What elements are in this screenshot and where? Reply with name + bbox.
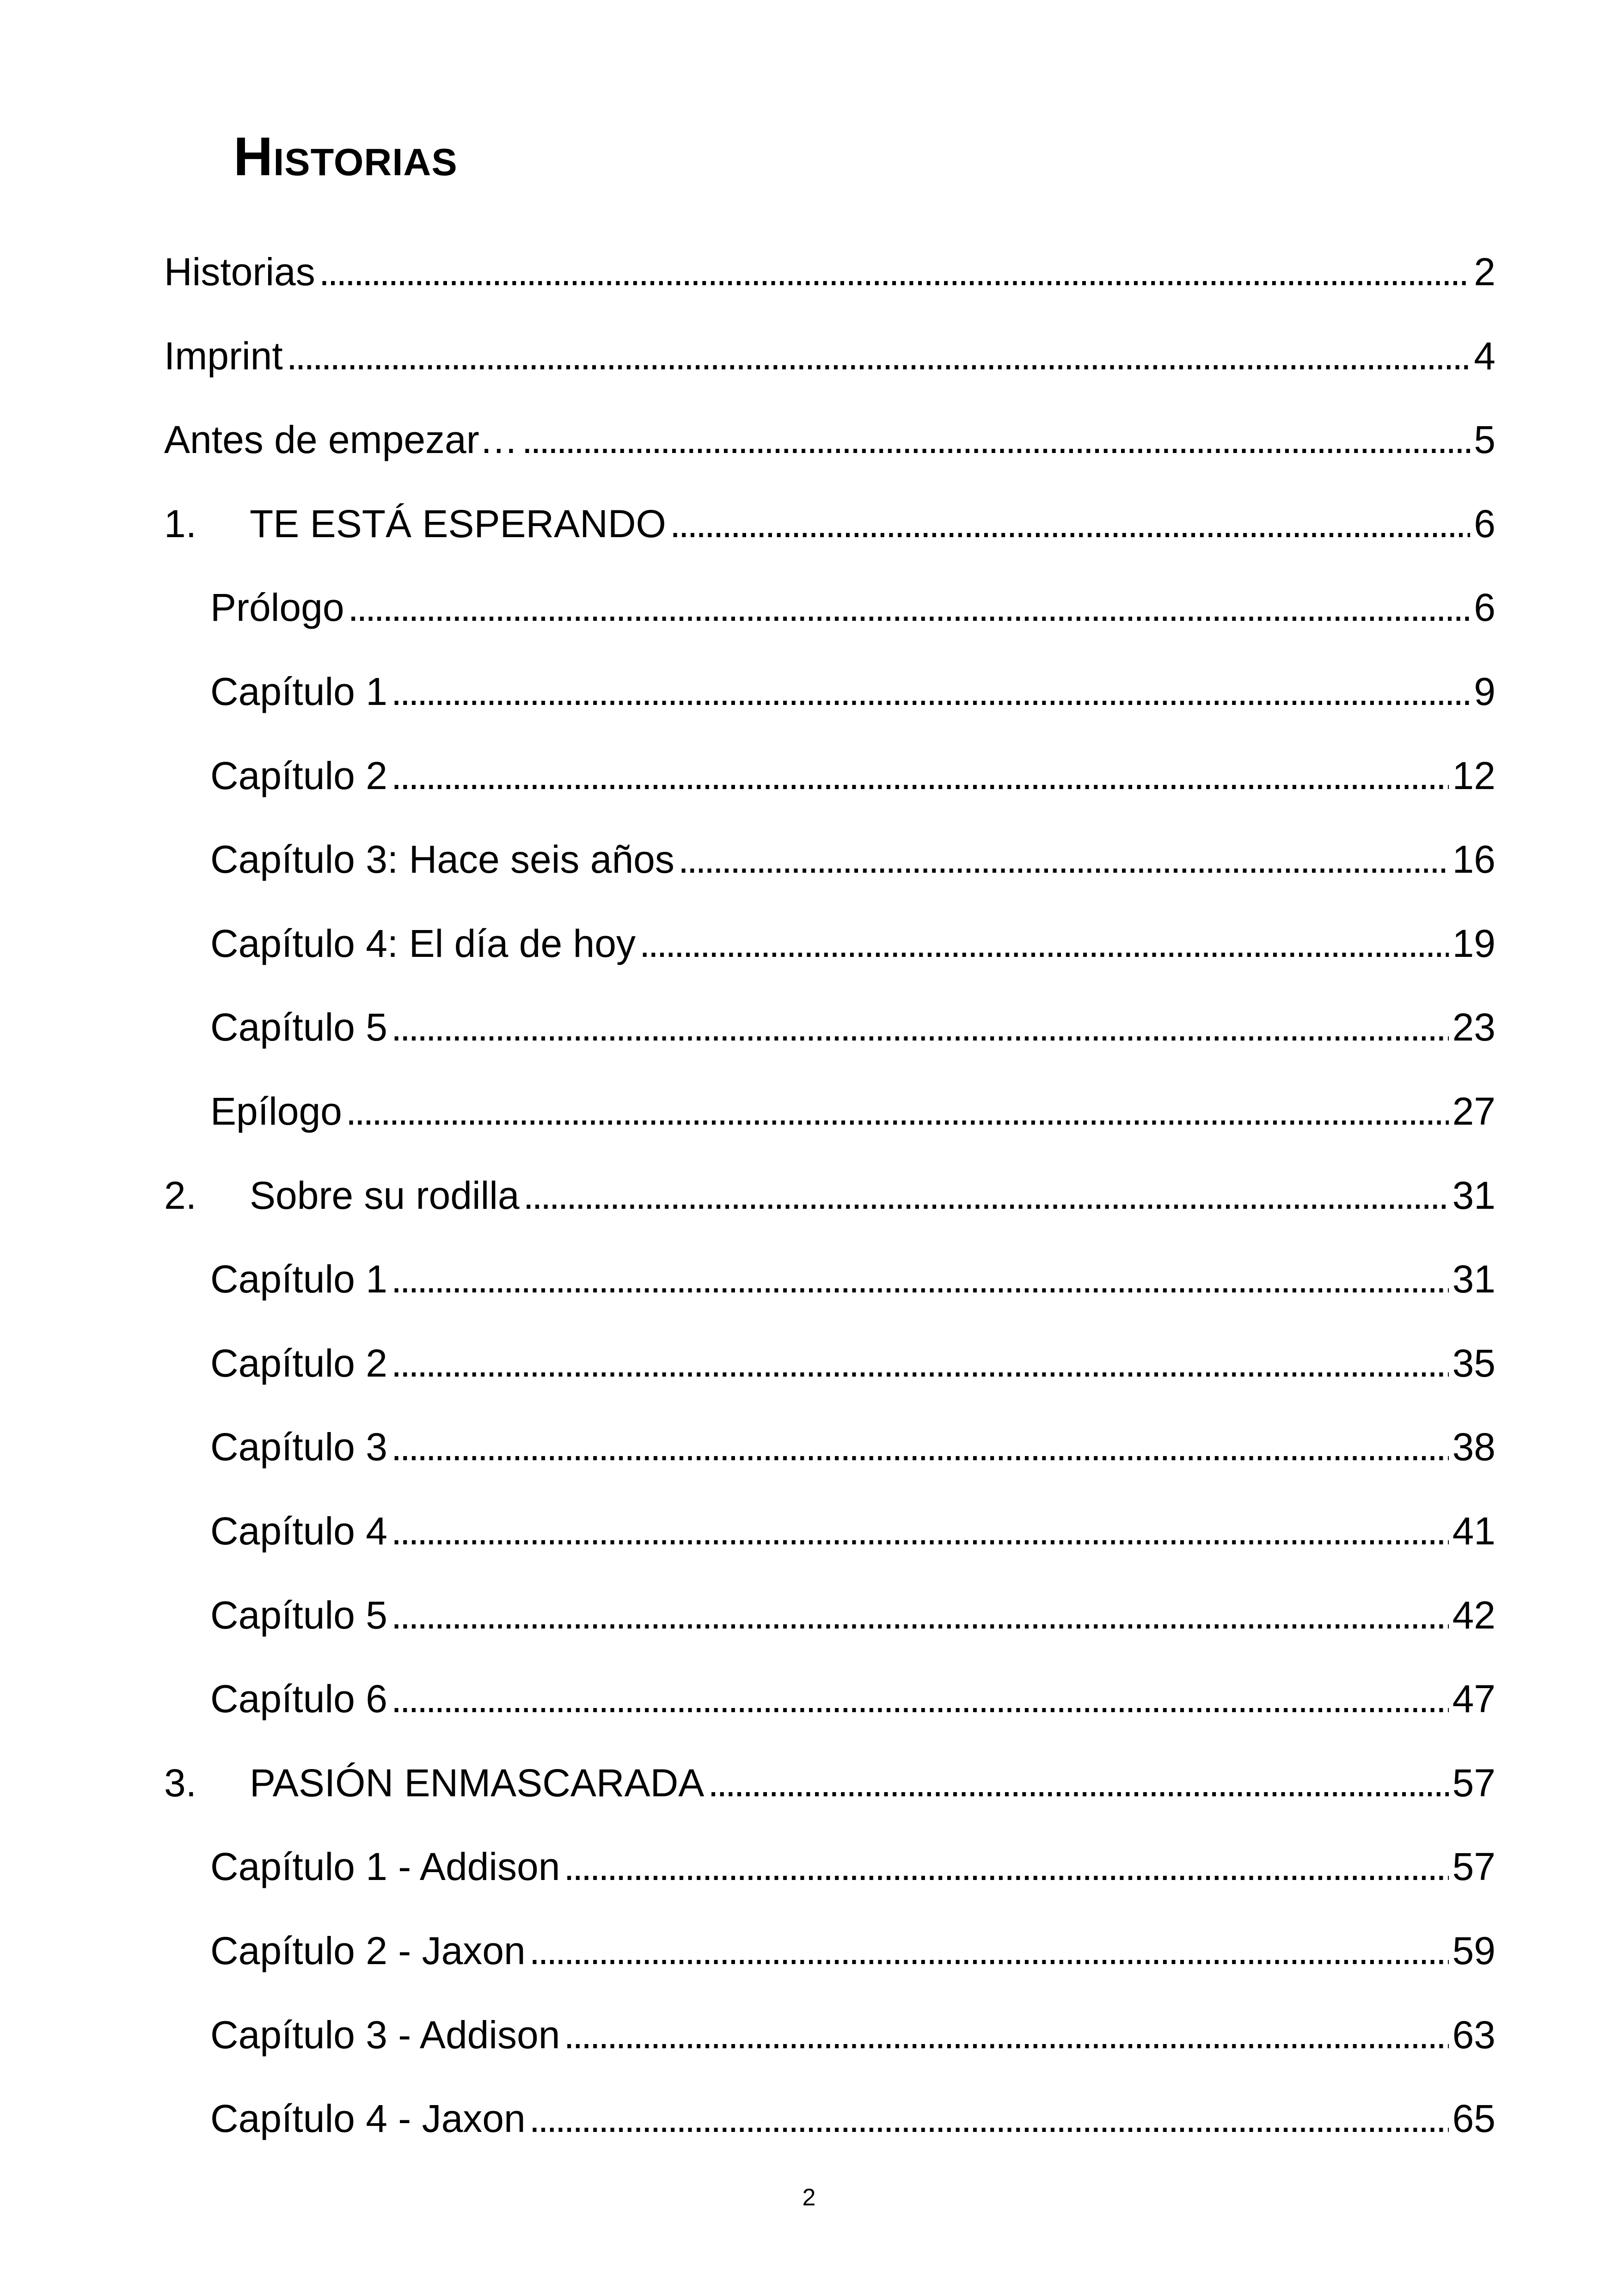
toc-entry-label: Capítulo 2 bbox=[210, 754, 387, 797]
toc-entry-page: 65 bbox=[1452, 2097, 1495, 2140]
toc-entry[interactable] bbox=[0, 1839, 1618, 1894]
toc-dot-leader bbox=[564, 2007, 1449, 2063]
toc-dot-leader bbox=[348, 580, 1471, 635]
toc-entry-content bbox=[210, 1251, 1495, 1307]
toc-entry[interactable] bbox=[0, 1587, 1618, 1643]
toc-entry[interactable] bbox=[0, 999, 1618, 1055]
toc-entry[interactable] bbox=[0, 1168, 1618, 1223]
toc-entry[interactable] bbox=[0, 1251, 1618, 1307]
toc-entry-content bbox=[210, 748, 1495, 803]
toc-entry-page: 59 bbox=[1452, 1929, 1495, 1972]
toc-dot-leader bbox=[639, 916, 1449, 971]
toc-dot-leader bbox=[287, 328, 1471, 384]
toc-entry-page: 57 bbox=[1452, 1845, 1495, 1888]
toc-dot-leader bbox=[391, 1587, 1449, 1643]
toc-entry-content bbox=[164, 328, 1495, 384]
toc-entry-page: 35 bbox=[1452, 1341, 1495, 1385]
toc-dot-leader bbox=[391, 999, 1449, 1055]
toc-entry-content bbox=[210, 999, 1495, 1055]
toc-entry-content bbox=[164, 1755, 1495, 1811]
toc-entry-page: 6 bbox=[1474, 586, 1495, 629]
toc-entry-content bbox=[210, 664, 1495, 719]
toc-entry[interactable] bbox=[0, 832, 1618, 887]
toc-entry-content bbox=[164, 244, 1495, 300]
toc-entry-page: 27 bbox=[1452, 1090, 1495, 1133]
toc-dot-leader bbox=[529, 2091, 1449, 2146]
toc-entry[interactable] bbox=[0, 580, 1618, 635]
toc-entry[interactable] bbox=[0, 412, 1618, 467]
toc-entry-label: Capítulo 4 - Jaxon bbox=[210, 2097, 526, 2140]
toc-dot-leader bbox=[346, 1084, 1449, 1139]
toc-entry-content bbox=[164, 412, 1495, 467]
toc-entry-number: 3. bbox=[164, 1761, 197, 1805]
toc-entry-label: Capítulo 1 bbox=[210, 1257, 387, 1301]
toc-entry-content bbox=[210, 580, 1495, 635]
toc-entry-page: 38 bbox=[1452, 1425, 1495, 1469]
toc-entry-label: Epílogo bbox=[210, 1090, 342, 1133]
toc-entry-content bbox=[164, 496, 1495, 551]
toc-entry-page: 19 bbox=[1452, 922, 1495, 965]
toc-entry-content bbox=[210, 1084, 1495, 1139]
toc-entry-label: Capítulo 2 bbox=[210, 1341, 387, 1385]
toc-entry-page: 42 bbox=[1452, 1593, 1495, 1637]
toc-entry-content bbox=[164, 1168, 1495, 1223]
page-title: Historias bbox=[233, 126, 458, 187]
toc-entry[interactable] bbox=[0, 1755, 1618, 1811]
toc-entry-page: 31 bbox=[1452, 1174, 1495, 1217]
toc-entry-label: PASIÓN ENMASCARADA bbox=[250, 1761, 705, 1805]
toc-entry-page: 31 bbox=[1452, 1257, 1495, 1301]
toc-entry-content bbox=[210, 2091, 1495, 2146]
toc-entry[interactable] bbox=[0, 1084, 1618, 1139]
toc-dot-leader bbox=[522, 412, 1471, 467]
toc-entry-page: 41 bbox=[1452, 1509, 1495, 1553]
toc-entry-label: Capítulo 4: El día de hoy bbox=[210, 922, 636, 965]
toc-entry-label: Historias bbox=[164, 250, 315, 294]
toc-entry-page: 16 bbox=[1452, 838, 1495, 881]
toc-dot-leader bbox=[523, 1168, 1449, 1223]
toc-dot-leader bbox=[391, 664, 1470, 719]
toc-entry-label: Prólogo bbox=[210, 586, 344, 629]
toc-entry-label: Capítulo 1 - Addison bbox=[210, 1845, 560, 1888]
toc-entry-content bbox=[210, 1587, 1495, 1643]
toc-entry-label: Capítulo 3 - Addison bbox=[210, 2013, 560, 2057]
toc-entry[interactable] bbox=[0, 1503, 1618, 1559]
toc-entry[interactable] bbox=[0, 1671, 1618, 1727]
toc-dot-leader bbox=[564, 1839, 1449, 1894]
toc-entry[interactable] bbox=[0, 1335, 1618, 1391]
page-number: 2 bbox=[802, 2184, 816, 2211]
toc-entry-label: Capítulo 1 bbox=[210, 670, 387, 713]
toc-entry-content bbox=[210, 1503, 1495, 1559]
toc-entry-page: 6 bbox=[1474, 502, 1495, 545]
toc-entry-number: 2. bbox=[164, 1174, 197, 1217]
toc-entry-page: 23 bbox=[1452, 1005, 1495, 1049]
toc-dot-leader bbox=[670, 496, 1470, 551]
toc-entry-label: Antes de empezar… bbox=[164, 418, 518, 461]
toc-entry-page: 63 bbox=[1452, 2013, 1495, 2057]
toc-entry[interactable] bbox=[0, 244, 1618, 300]
toc-entry-number: 1. bbox=[164, 502, 197, 545]
toc-entry-page: 4 bbox=[1474, 334, 1495, 378]
toc-entry-page: 57 bbox=[1452, 1761, 1495, 1805]
toc-entry-label: Capítulo 5 bbox=[210, 1005, 387, 1049]
toc-entry-content bbox=[210, 916, 1495, 971]
toc-entry-page: 2 bbox=[1474, 250, 1495, 294]
toc-dot-leader bbox=[391, 1335, 1449, 1391]
toc-entry-page: 9 bbox=[1474, 670, 1495, 713]
toc-entry-label: Capítulo 3: Hace seis años bbox=[210, 838, 674, 881]
toc-dot-leader bbox=[391, 1671, 1449, 1727]
toc-dot-leader bbox=[391, 748, 1449, 803]
toc-entry[interactable] bbox=[0, 1923, 1618, 1978]
toc-entry-page: 12 bbox=[1452, 754, 1495, 797]
toc-entry-page: 5 bbox=[1474, 418, 1495, 461]
toc-entry[interactable] bbox=[0, 2007, 1618, 2063]
toc-entry[interactable] bbox=[0, 748, 1618, 803]
toc-entry-label: Sobre su rodilla bbox=[250, 1174, 520, 1217]
toc-entry[interactable] bbox=[0, 2091, 1618, 2146]
toc-entry[interactable] bbox=[0, 328, 1618, 384]
toc-dot-leader bbox=[391, 1419, 1449, 1475]
toc-entry[interactable] bbox=[0, 916, 1618, 971]
toc-entry-label: Capítulo 2 - Jaxon bbox=[210, 1929, 526, 1972]
toc-entry-label: Capítulo 4 bbox=[210, 1509, 387, 1553]
toc-entry[interactable] bbox=[0, 664, 1618, 719]
toc-entry-label: Capítulo 6 bbox=[210, 1677, 387, 1720]
toc-entry-content bbox=[210, 1923, 1495, 1978]
toc-dot-leader bbox=[319, 244, 1471, 300]
toc-entry-content bbox=[210, 1335, 1495, 1391]
toc-dot-leader bbox=[529, 1923, 1449, 1978]
toc-entry[interactable] bbox=[0, 1419, 1618, 1475]
toc-entry-content bbox=[210, 1671, 1495, 1727]
toc-entry-content bbox=[210, 1839, 1495, 1894]
toc-entry-content bbox=[210, 832, 1495, 887]
toc-entry-label: Imprint bbox=[164, 334, 283, 378]
toc-dot-leader bbox=[391, 1251, 1449, 1307]
toc-dot-leader bbox=[708, 1755, 1448, 1811]
toc-entry-label: Capítulo 3 bbox=[210, 1425, 387, 1469]
toc-dot-leader bbox=[391, 1503, 1449, 1559]
toc-entry[interactable] bbox=[0, 496, 1618, 551]
toc-entry-page: 47 bbox=[1452, 1677, 1495, 1720]
toc-entry-content bbox=[210, 1419, 1495, 1475]
toc-dot-leader bbox=[678, 832, 1449, 887]
toc-entry-content bbox=[210, 2007, 1495, 2063]
toc-entry-label: TE ESTÁ ESPERANDO bbox=[250, 502, 666, 545]
toc-entry-label: Capítulo 5 bbox=[210, 1593, 387, 1637]
